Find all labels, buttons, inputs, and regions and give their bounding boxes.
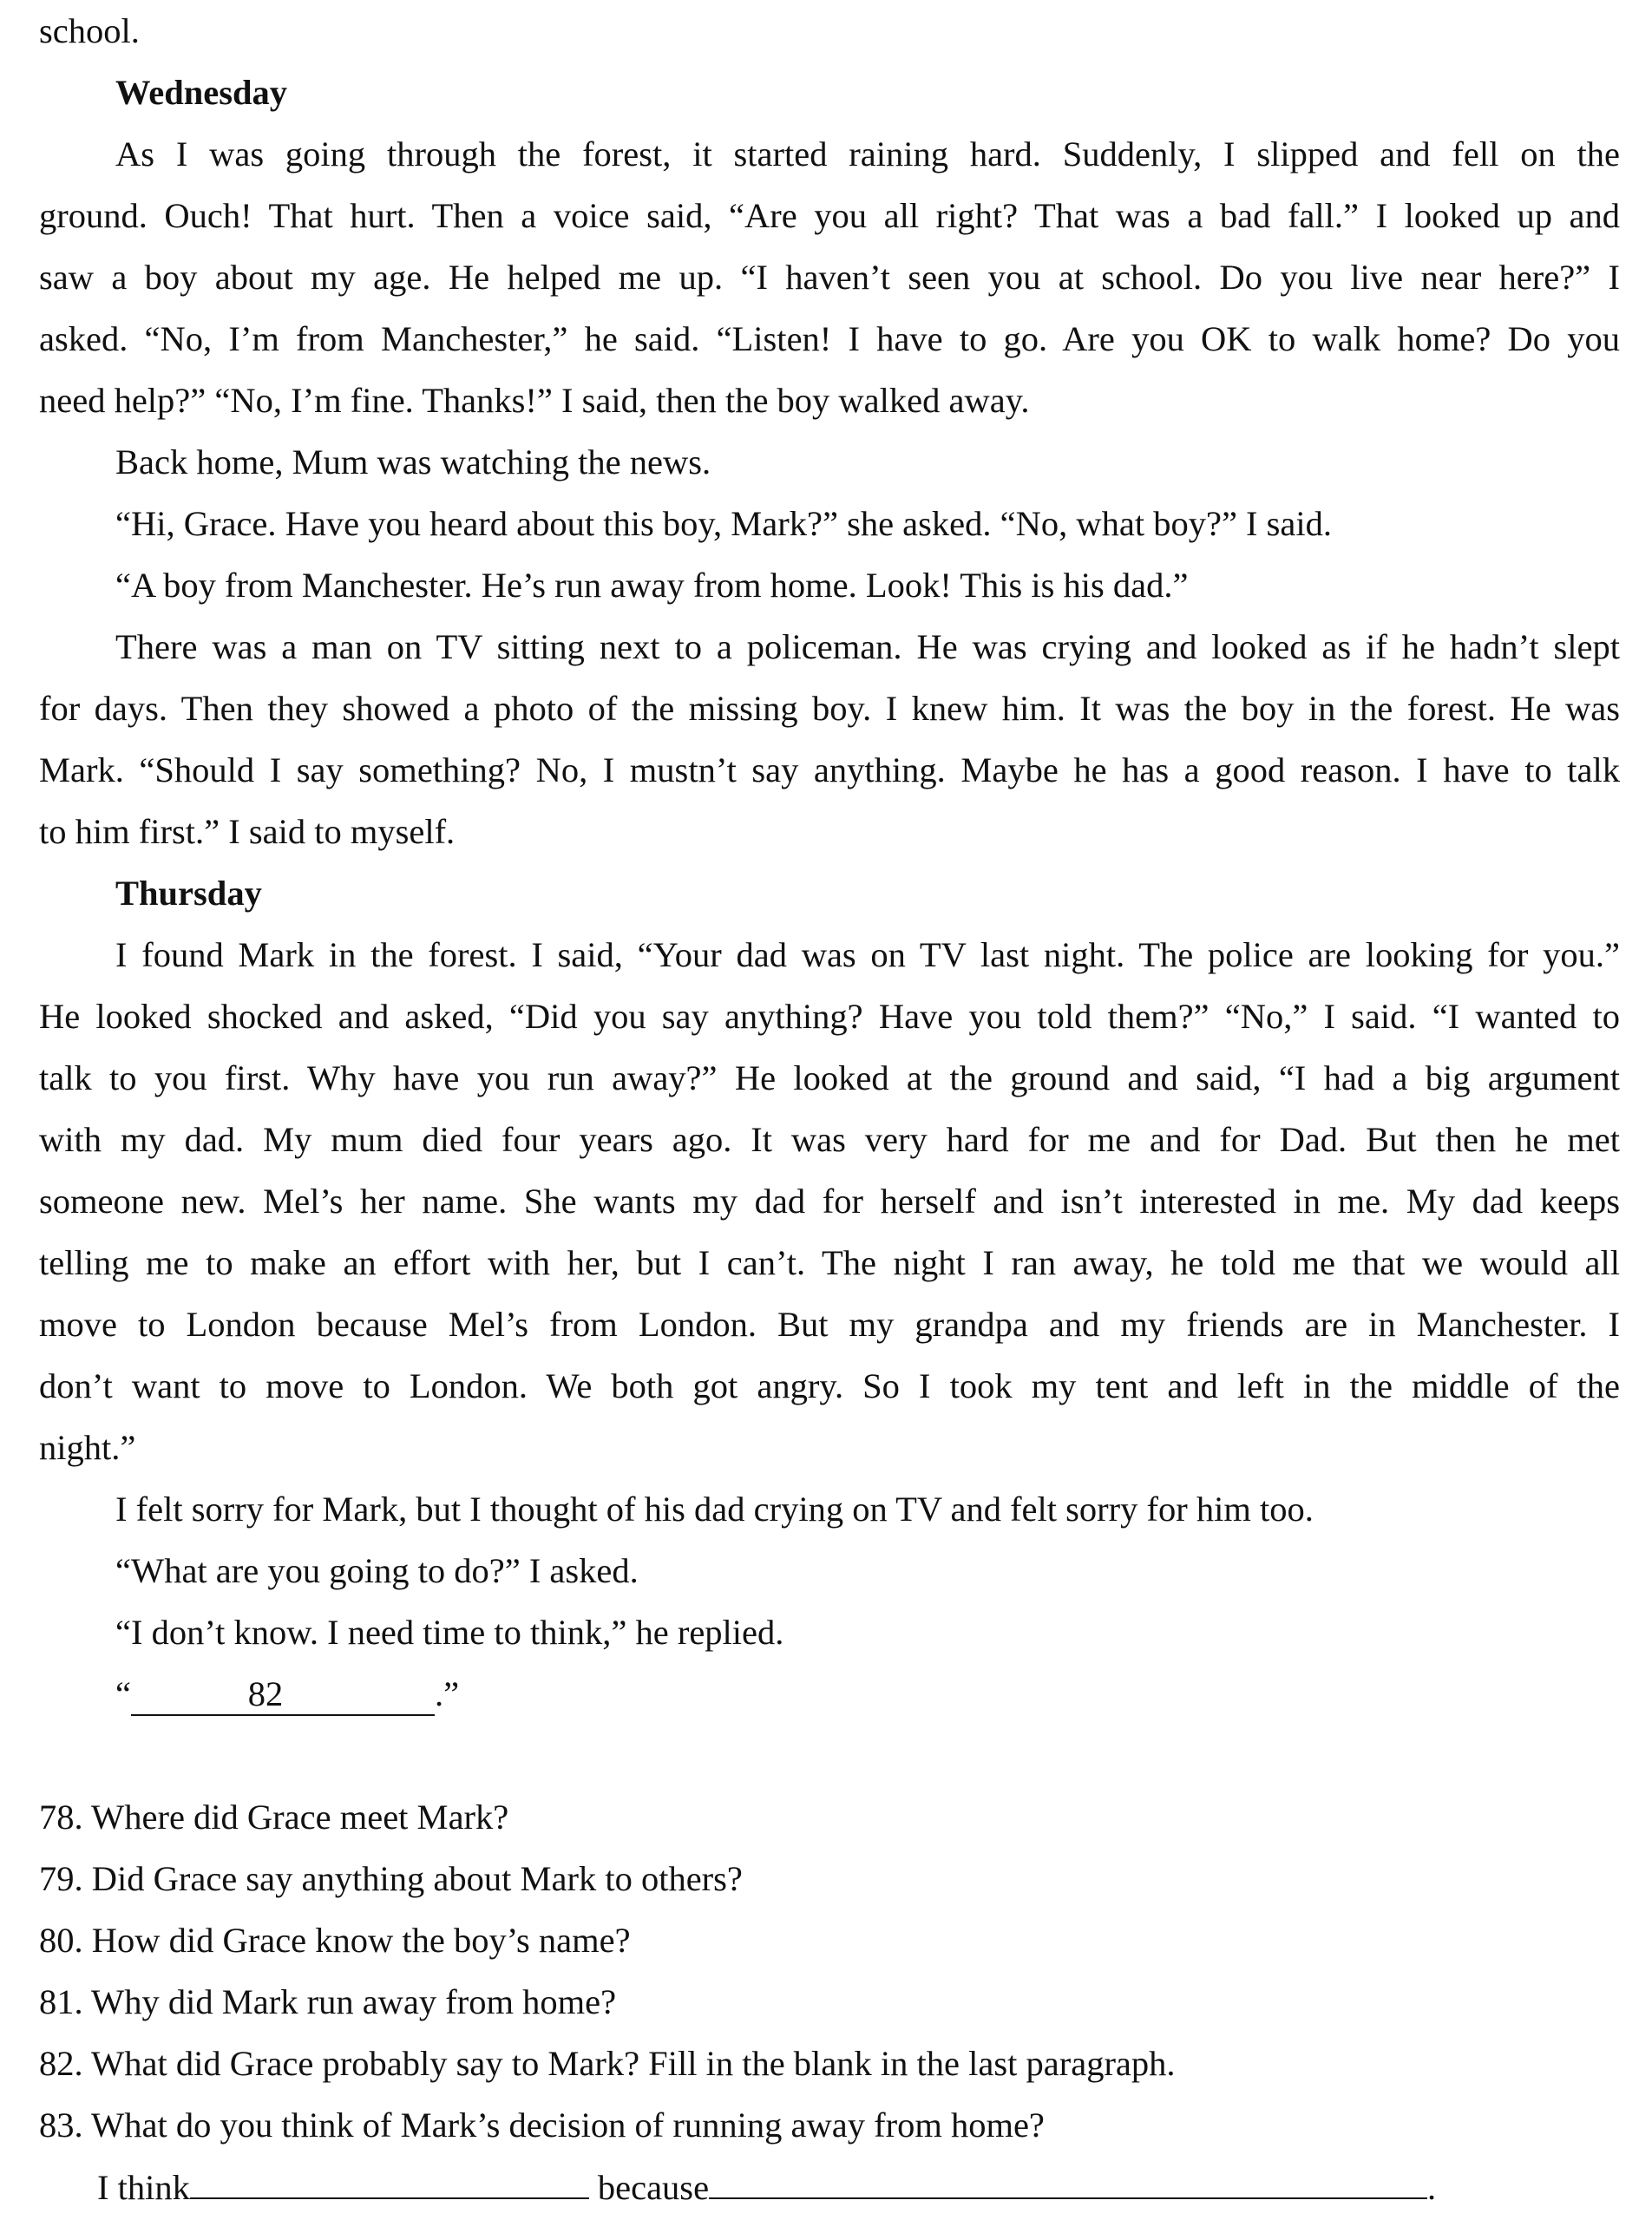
story-line: “What are you going to do?” I asked. bbox=[115, 1551, 639, 1590]
story-line: As I was going through the forest, it started raining hard. Suddenly, I slipped and fell on the bbox=[115, 134, 1620, 174]
story-line: need help?” “No, I’m fine. Thanks!” I said, then the boy walked away. bbox=[39, 381, 1030, 420]
story-line: There was a man on TV sitting next to a policeman. He was crying and looked as if he hadn’t slept bbox=[115, 627, 1620, 666]
spacer bbox=[39, 1725, 1620, 1786]
story-line: with my dad. My mum died four years ago. It was very hard for me and for Dad. But then he met bbox=[39, 1120, 1620, 1159]
story-line: saw a boy about my age. He helped me up. “I haven’t seen you at school. Do you live near here?” I bbox=[39, 258, 1620, 297]
question-83: 83. What do you think of Mark’s decision of running away from home? bbox=[39, 2105, 1045, 2145]
document-page bbox=[39, 0, 1620, 2217]
answer-blank-think[interactable] bbox=[190, 2156, 589, 2199]
question-80: 80. How did Grace know the boy’s name? bbox=[39, 1921, 631, 1960]
story-line: Mark. “Should I say something? No, I mustn’t say anything. Maybe he has a good reason. I have to talk bbox=[39, 750, 1620, 789]
story-line: school. bbox=[39, 11, 140, 50]
story-line: Back home, Mum was watching the news. bbox=[115, 442, 711, 481]
story-line: “I don’t know. I need time to think,” he replied. bbox=[115, 1613, 784, 1652]
blank-number: 82 bbox=[247, 1674, 284, 1713]
section-heading-thursday: Thursday bbox=[115, 874, 262, 913]
story-line: night.” bbox=[39, 1428, 136, 1467]
story-line: He looked shocked and asked, “Did you say anything? Have you told them?” “No,” I said. “I wanted to bbox=[39, 997, 1620, 1036]
answer-prefix: I think bbox=[97, 2168, 190, 2207]
answer-suffix: . bbox=[1427, 2168, 1437, 2207]
story-line: “Hi, Grace. Have you heard about this boy, Mark?” she asked. “No, what boy?” I said. bbox=[115, 504, 1333, 543]
story-line: telling me to make an effort with her, but I can’t. The night I ran away, he told me that we would all bbox=[39, 1243, 1620, 1282]
story-line: I found Mark in the forest. I said, “Your dad was on TV last night. The police are looking for you.” bbox=[115, 935, 1620, 974]
question-81: 81. Why did Mark run away from home? bbox=[39, 1982, 617, 2021]
question-79: 79. Did Grace say anything about Mark to others? bbox=[39, 1859, 743, 1898]
story-line: asked. “No, I’m from Manchester,” he said. “Listen! I have to go. Are you OK to walk home? Do you bbox=[39, 319, 1620, 358]
story-line: for days. Then they showed a photo of the missing boy. I knew him. It was the boy in the forest. He was bbox=[39, 689, 1620, 728]
question-82: 82. What did Grace probably say to Mark? Fill in the blank in the last paragraph. bbox=[39, 2044, 1176, 2083]
story-line: talk to you first. Why have you run away?” He looked at the ground and said, “I had a big argument bbox=[39, 1058, 1620, 1097]
blank-close-quote: .” bbox=[434, 1674, 460, 1713]
story-line: ground. Ouch! That hurt. Then a voice said, “Are you all right? That was a bad fall.” I looked up and bbox=[39, 196, 1620, 235]
fill-in-blank-line bbox=[39, 1663, 1620, 1725]
question-78: 78. Where did Grace meet Mark? bbox=[39, 1798, 509, 1837]
section-heading-wednesday: Wednesday bbox=[115, 73, 288, 112]
blank-open-quote: “ bbox=[115, 1674, 131, 1713]
story-line: I felt sorry for Mark, but I thought of his dad crying on TV and felt sorry for him too. bbox=[115, 1490, 1314, 1529]
story-line: someone new. Mel’s her name. She wants my dad for herself and isn’t interested in me. My dad keeps bbox=[39, 1182, 1620, 1221]
answer-middle: because bbox=[597, 2168, 710, 2207]
answer-line-83 bbox=[39, 2156, 1620, 2217]
answer-blank-because[interactable] bbox=[709, 2156, 1427, 2199]
story-line: “A boy from Manchester. He’s run away from home. Look! This is his dad.” bbox=[115, 566, 1189, 605]
story-line: to him first.” I said to myself. bbox=[39, 812, 456, 851]
story-line: don’t want to move to London. We both got angry. So I took my tent and left in the middle of the bbox=[39, 1366, 1620, 1405]
answer-blank-82[interactable] bbox=[131, 1674, 435, 1716]
story-line: move to London because Mel’s from London. But my grandpa and my friends are in Manchester. I bbox=[39, 1305, 1620, 1344]
